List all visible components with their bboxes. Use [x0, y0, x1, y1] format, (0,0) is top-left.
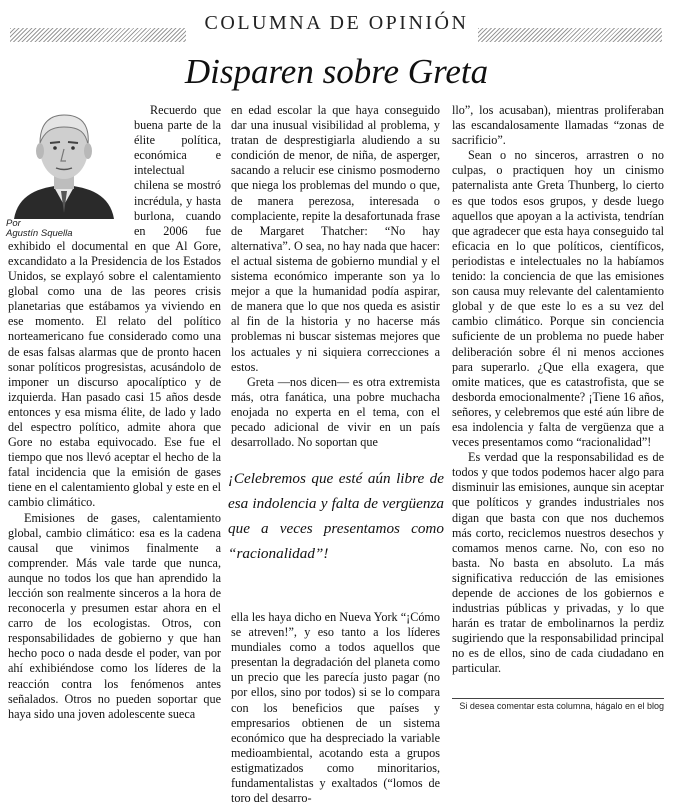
article-column-3 [452, 103, 664, 677]
article-column-2 [231, 103, 440, 450]
paragraph: Es verdad que la responsabilidad es de todos y que todos podemos hacer algo para disminuir las emisiones, aunque sin aceptar que políticos y grandes industriales nos digan que basta con que nos duchemos más corto, reciclemos nuestros desechos y comamos menos carne. No, con eso no basta. No basta en absoluto. La más significativa reducción de las emisiones depende de acciones de los gobiernos e industrias públicas y privadas, y lo que harán es tratar de embolinarnos la perdiz sugiriendo que la responsabilidad principal no es de ellos, sino de cada ciudadano en particular. [452, 450, 664, 676]
article-column-1 [8, 103, 221, 722]
author-block [0, 103, 128, 239]
article-column-2-continued [231, 610, 440, 806]
paragraph: Emisiones de gases, calentamiento global, cambio climático: esa es la cadena causal que vinimos finalmente a comprender. Más vale tarde que nunca, aunque no todos los que han aprendido la lección son realmente sinceros a la hora de reconocerla y presumen estar ahora en el carro de los ecologistas. Otros, con responsabilidades de gobierno y que han hecho poco o nada desde el poder, van por ahí exhibiéndose como los líderes de la reacción contra los fenómenos antes señalados. Otros no pueden soportar que haya sido una joven adolescente sueca [8, 510, 221, 721]
comment-footer-note: Si desea comentar esta columna, hágalo en el blog [452, 698, 664, 711]
pull-quote [228, 466, 444, 573]
author-name: Agustín Squella [6, 228, 73, 239]
paragraph: Greta —nos dicen— es otra extremista más, otra fanática, una pobre muchacha enojada no experta en el tema, con el pecado adicional de vivir en un país desarrollado. No soportan que [231, 374, 440, 450]
paragraph: en edad escolar la que haya conseguido dar una inusual visibilidad al problema, y tratan de desprestigiarla aludiendo a su condición de menor, de niña, de asperger, sacando a relucir ese cinismo posmoderno que niega los problemas del mundo o que, de manera perezosa, interesada o complaciente, repite la desafortunada frase de Margaret Thatcher: “No hay alternativa”. O sea, no hay nada que hacer: el actual sistema de gobierno mundial y el sistema económico imperante son ya lo mejor a que la humanidad podía aspirar, de manera que lo que nos queda es asistir al fin de la historia y no hacerse más problemas ni buscar sistemas mejores que los actuales y ni siquiera correcciones a estos. [231, 103, 440, 374]
article-headline: Disparen sobre Greta [184, 52, 489, 91]
author-byline [0, 219, 128, 239]
author-photo [0, 103, 128, 219]
paragraph: ella les haya dicho en Nueva York “¡Cómo se atreven!”, y eso tanto a los líderes mundiales como a todos aquellos que presentan la degradación del planeta como un precio que les parecía justo pagar (no por ellos, sino por todos) si se lo compara con los beneficios que países y empresarios obtienen de un sistema económico que ha despreciado la variable medioambiental, acotando esta a grupos estigmatizados como minoritarios, fundamentalistas y exaltados (“lomos de toro del desarro- [231, 610, 440, 806]
paragraph: llo”, los acusaban), mientras proliferaban las escandalosamente llamadas “zonas de sacrificio”. [452, 103, 664, 148]
paragraph: Sean o no sinceros, arrastren o no culpas, o practiquen hoy un cinismo paternalista ante Greta Thunberg, lo cierto es que todos esos grupos, y desde luego aquellos que apoyan a la activista, tendrían que agradecer que esta haya conseguido tal eficacia en lo que políticos, científicos, periodistas e intelectuales no la habíamos tenido: la conciencia de que las emisiones son causa muy relevante del calentamiento global y de que este lo es a su vez del cambio climático. Porque sin conciencia suficiente de un problema no puede haber deliberación sobre él ni menos acciones para superarlo. ¿Que ella exagera, que omite matices, que es catastrofista, que se desborda emocionalmente? ¡Tiene 16 años, señores, y celebremos que esté aún libre de esa indolencia y falta de vergüenza que a veces presentamos como “racionalidad”! [452, 148, 664, 450]
paragraph: Recuerdo que buena parte de la élite política, económica e intelectual chilena se mostró incrédula, y hasta burlona, cuando en 2006 fue exhibido el documental en que Al Gore, excandidato a la Presidencia de los Estados Unidos, se explayó sobre el calentamiento global como una de las peores crisis planetarias que estábamos ya viviendo en ese momento. El relato del político norteamericano fue considerado como una de esas falsas alarmas que de pronto hacen sonar políticos progresistas, acusándolo de imponer un discurso apocalíptico y de izquierda. Han pasado casi 15 años desde entonces y esa misma élite, de lado y lado del espectro político, admite ahora que Gore no estaba equivocado. Ese fue el tiempo que nos llevó aceptar el hecho de la fatal incidencia que la emisión de gases tiene en el calentamiento global y este en el cambio climático. [8, 103, 221, 510]
author-prefix: Por [6, 218, 21, 229]
section-label: COLUMNA DE OPINIÓN [204, 12, 469, 34]
section-header [0, 10, 673, 40]
pull-quote-text: ¡Celebremos que esté aún libre de esa indolencia y falta de vergüenza que a veces presentamos como “racionalidad”! [228, 470, 444, 562]
